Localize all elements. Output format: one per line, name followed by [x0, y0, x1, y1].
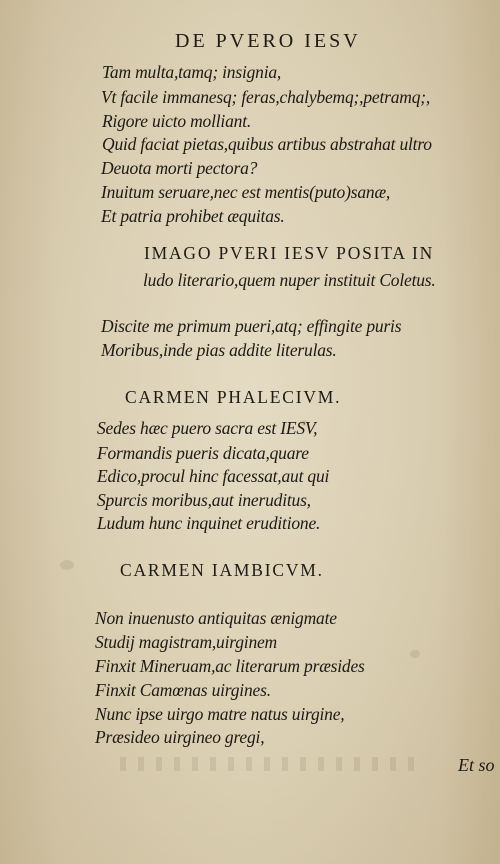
verse-line: Studij magistram,uirginem — [95, 632, 277, 652]
verse-line: Finxit Mineruam,ac literarum præsides — [95, 656, 365, 676]
section-heading: CARMEN IAMBICVM. — [120, 560, 324, 580]
foxing-stain — [410, 650, 420, 658]
verse-line: Spurcis moribus,aut ineruditus, — [97, 490, 311, 510]
verse-line: Sedes hæc puero sacra est IESV, — [97, 418, 318, 438]
verse-line: Et patria prohibet æquitas. — [101, 206, 285, 226]
verse-line: Rigore uicto molliant. — [102, 111, 252, 131]
verse-line: Quid faciat pietas,quibus artibus abstrahat ultro — [102, 134, 432, 154]
verse-line: Finxit Camœnas uirgines. — [95, 680, 271, 700]
running-head: DE PVERO IESV — [175, 30, 361, 52]
verse-line: Moribus,inde pias addite literulas. — [101, 340, 337, 360]
verse-line: Ludum hunc inquinet eruditione. — [97, 513, 321, 533]
bleed-through-marks — [120, 757, 420, 771]
verse-line: Inuitum seruare,nec est mentis(puto)sanæ, — [101, 182, 391, 202]
verse-line: Discite me primum pueri,atq; effingite puris — [101, 316, 402, 336]
verse-line: Præsideo uirgineo gregi, — [95, 727, 265, 747]
section-heading: IMAGO PVERI IESV POSITA IN — [144, 243, 435, 263]
verse-line: Deuota morti pectora? — [101, 158, 258, 178]
section-heading-subline: ludo literario,quem nuper instituit Coletus. — [143, 270, 436, 290]
verse-line: Formandis pueris dicata,quare — [97, 443, 309, 463]
foxing-stain — [60, 560, 74, 570]
catchword: Et so — [458, 755, 495, 775]
verse-line: Nunc ipse uirgo matre natus uirgine, — [95, 704, 345, 724]
verse-line: Non inuenusto antiquitas ænigmate — [95, 608, 337, 628]
verse-line: Vt facile immanesq; feras,chalybemq;,petramq;, — [101, 87, 431, 107]
section-heading: CARMEN PHALECIVM. — [125, 387, 342, 407]
verse-line: Edico,procul hinc facessat,aut qui — [97, 466, 330, 486]
verse-line: Tam multa,tamq; insignia, — [102, 62, 282, 82]
